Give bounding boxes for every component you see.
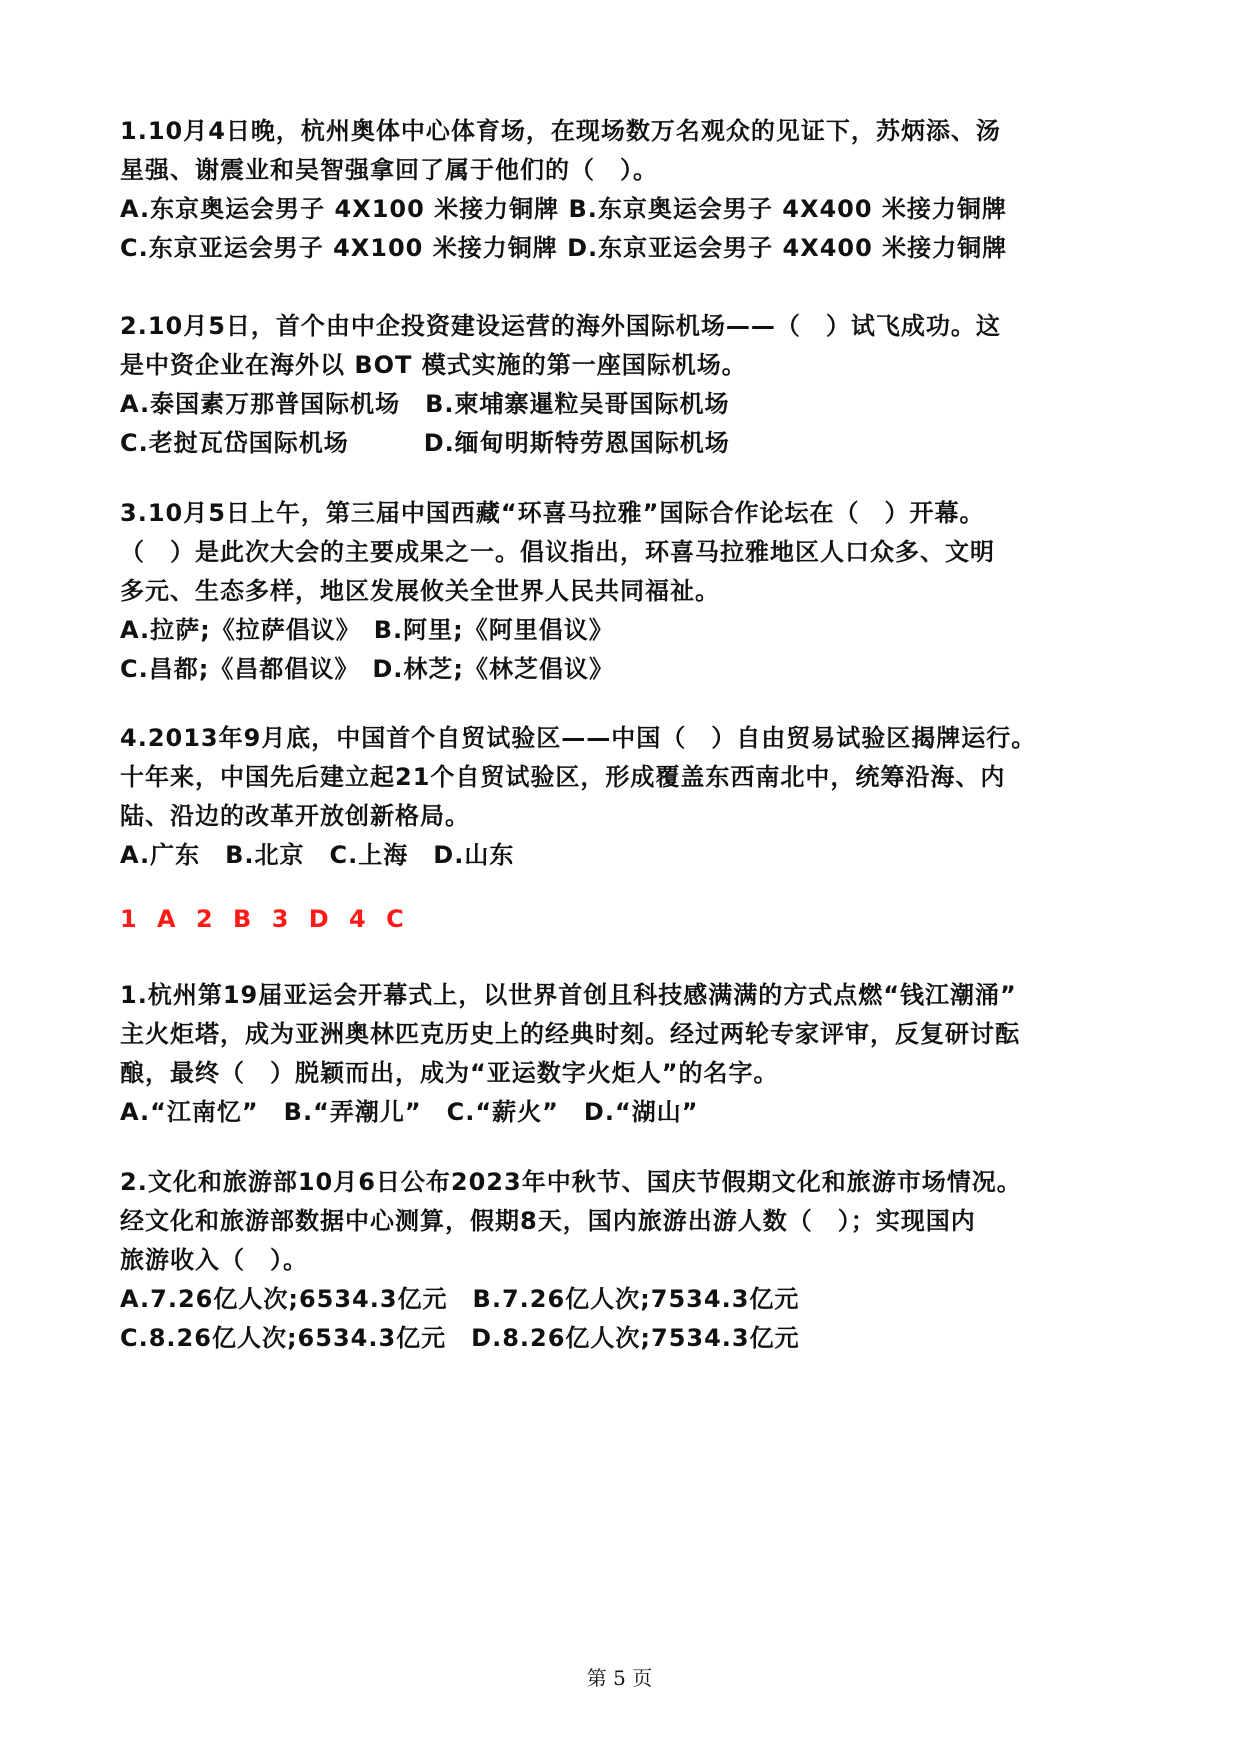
question-3-option-cd: C.昌都;《昌都倡议》 D.林芝;《林芝倡议》 (120, 655, 614, 683)
section2-question-1-options: A.“江南忆” B.“弄潮儿” C.“薪火” D.“湖山” (120, 1098, 699, 1126)
question-4-line-2: 十年来，中国先后建立起21个自贸试验区，形成覆盖东西南北中，统筹沿海、内 (120, 763, 1006, 791)
section2-question-2-line-2: 经文化和旅游部数据中心测算，假期8天，国内旅游出游人数（ ）；实现国内 (120, 1207, 976, 1235)
question-1-line-1: 1.10月4日晚，杭州奥体中心体育场，在现场数万名观众的见证下，苏炳添、汤 (120, 117, 1001, 145)
section2-question-1-line-2: 主火炬塔，成为亚洲奥林匹克历史上的经典时刻。经过两轮专家评审，反复研讨酝 (120, 1020, 1020, 1048)
question-4-line-1: 4.2013年9月底，中国首个自贸试验区——中国（ ）自由贸易试验区揭牌运行。 (120, 724, 1037, 752)
question-2-option-ab: A.泰国素万那普国际机场 B.柬埔寨暹粒吴哥国际机场 (120, 390, 730, 418)
section2-question-2-line-1: 2.文化和旅游部10月6日公布2023年中秋节、国庆节假期文化和旅游市场情况。 (120, 1168, 1022, 1196)
section2-question-1-line-1: 1.杭州第19届亚运会开幕式上，以世界首创且科技感满满的方式点燃“钱江潮涌” (120, 981, 1017, 1009)
answer-key: 1 A 2 B 3 D 4 C (120, 905, 410, 933)
question-2-line-2: 是中资企业在海外以 BOT 模式实施的第一座国际机场。 (120, 351, 747, 379)
question-2-line-1: 2.10月5日，首个由中企投资建设运营的海外国际机场——（ ）试飞成功。这 (120, 312, 1001, 340)
section2-question-2-option-cd: C.8.26亿人次;6534.3亿元 D.8.26亿人次;7534.3亿元 (120, 1324, 800, 1352)
question-4-options: A.广东 B.北京 C.上海 D.山东 (120, 841, 515, 869)
question-3-line-2: （ ）是此次大会的主要成果之一。倡议指出，环喜马拉雅地区人口众多、文明 (120, 538, 995, 566)
question-3-option-ab: A.拉萨;《拉萨倡议》 B.阿里;《阿里倡议》 (120, 616, 614, 644)
question-3-line-1: 3.10月5日上午，第三届中国西藏“环喜马拉雅”国际合作论坛在（ ）开幕。 (120, 499, 985, 527)
section2-question-2-line-3: 旅游收入（ ）。 (120, 1246, 308, 1274)
question-2-option-cd: C.老挝瓦岱国际机场 D.缅甸明斯特劳恩国际机场 (120, 429, 730, 457)
question-1-line-2: 星强、谢震业和吴智强拿回了属于他们的（ ）。 (120, 156, 658, 184)
question-3-line-3: 多元、生态多样，地区发展攸关全世界人民共同福祉。 (120, 577, 720, 605)
section2-question-2-option-ab: A.7.26亿人次;6534.3亿元 B.7.26亿人次;7534.3亿元 (120, 1285, 800, 1313)
section2-question-1-line-3: 酿，最终（ ）脱颖而出，成为“亚运数字火炬人”的名字。 (120, 1059, 779, 1087)
question-1-option-cd: C.东京亚运会男子 4X100 米接力铜牌 D.东京亚运会男子 4X400 米接力铜牌 (120, 234, 1008, 262)
page-number: 第 5 页 (586, 1666, 653, 1690)
question-1-option-ab: A.东京奥运会男子 4X100 米接力铜牌 B.东京奥运会男子 4X400 米接力铜牌 (120, 195, 1007, 223)
question-4-line-3: 陆、沿边的改革开放创新格局。 (120, 802, 470, 830)
